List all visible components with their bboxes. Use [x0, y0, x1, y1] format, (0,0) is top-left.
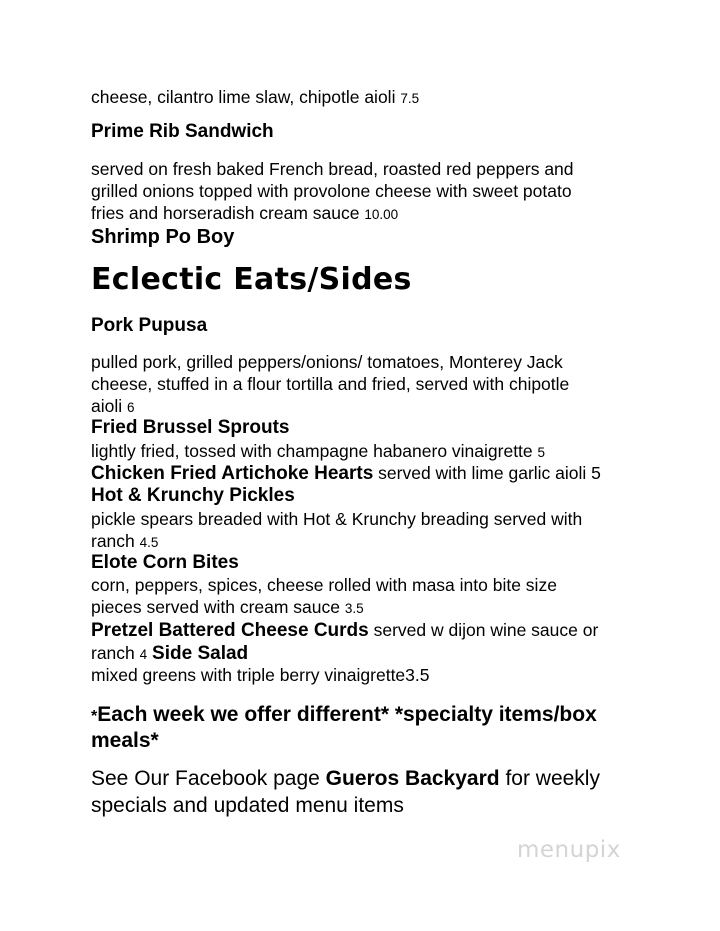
- elote-desc-2: [91, 596, 364, 620]
- intro-text: cheese, cilantro lime slaw, chipotle aioli: [91, 87, 396, 107]
- specialty-text-1: Each week we offer different* *specialty items/box: [97, 703, 597, 726]
- pork-pupusa-desc-3: [91, 395, 135, 419]
- prime-rib-desc-3-text: fries and horseradish cream sauce: [91, 203, 360, 223]
- cheese-curds-desc: served w dijon wine sauce or: [373, 620, 599, 640]
- menupix-watermark: menupix: [517, 837, 621, 863]
- prime-rib-price: 10.00: [364, 207, 399, 222]
- intro-line: [91, 86, 419, 110]
- facebook-page-name: Gueros Backyard: [325, 767, 500, 790]
- cheese-curds-desc-2: ranch: [91, 643, 135, 663]
- shrimp-po-boy-title: Shrimp Po Boy: [91, 226, 235, 248]
- pickles-price: 4.5: [139, 535, 159, 550]
- pork-pupusa-desc-2: cheese, stuffed in a flour tortilla and fried, served with chipotle: [91, 374, 570, 394]
- pickles-desc-2-text: ranch: [91, 531, 135, 551]
- specialty-line-1: [91, 701, 597, 730]
- facebook-post: for weekly: [505, 767, 600, 790]
- prime-rib-desc-2: grilled onions topped with provolone cheese with sweet potato: [91, 181, 572, 201]
- pork-pupusa-title: Pork Pupusa: [91, 315, 208, 336]
- cheese-curds-price: 4: [139, 647, 148, 662]
- brussel-sprouts-title: Fried Brussel Sprouts: [91, 417, 290, 438]
- prime-rib-title: Prime Rib Sandwich: [91, 121, 274, 142]
- brussel-sprouts-desc-text: lightly fried, tossed with champagne habanero vinaigrette: [91, 441, 533, 461]
- artichoke-line: [91, 462, 601, 485]
- pork-pupusa-desc-1: pulled pork, grilled peppers/onions/ tomatoes, Monterey Jack: [91, 352, 563, 372]
- specialty-line-2: meals*: [91, 729, 159, 752]
- pickles-title: Hot & Krunchy Pickles: [91, 485, 295, 506]
- brussel-sprouts-price: 5: [537, 445, 546, 460]
- elote-price: 3.5: [344, 601, 364, 616]
- intro-price: 7.5: [400, 91, 420, 106]
- prime-rib-desc-1: served on fresh baked French bread, roasted red peppers and: [91, 159, 574, 179]
- pork-pupusa-desc-3-text: aioli: [91, 396, 123, 416]
- side-salad-desc: mixed greens with triple berry vinaigrette3.5: [91, 665, 430, 685]
- pickles-desc-2: [91, 530, 158, 554]
- artichoke-desc: served with lime garlic aioli 5: [378, 463, 601, 483]
- cheese-curds-line: [91, 619, 598, 642]
- section-title: Eclectic Eats/Sides: [91, 262, 412, 297]
- artichoke-title: Chicken Fried Artichoke Hearts: [91, 463, 374, 484]
- elote-title: Elote Corn Bites: [91, 552, 239, 573]
- cheese-curds-title: Pretzel Battered Cheese Curds: [91, 620, 369, 641]
- elote-desc-1: corn, peppers, spices, cheese rolled with masa into bite size: [91, 575, 557, 595]
- cheese-curds-side-salad-line: [91, 642, 248, 666]
- facebook-pre: See Our Facebook page: [91, 767, 320, 790]
- pork-pupusa-price: 6: [127, 400, 135, 415]
- brussel-sprouts-desc: [91, 440, 545, 464]
- prime-rib-desc-3: [91, 202, 398, 226]
- specialty-prefix: *: [91, 708, 98, 725]
- facebook-line-2: specials and updated menu items: [91, 794, 404, 817]
- side-salad-title: Side Salad: [152, 643, 249, 664]
- elote-desc-2-text: pieces served with cream sauce: [91, 597, 340, 617]
- facebook-line-1: [91, 765, 600, 792]
- pickles-desc-1: pickle spears breaded with Hot & Krunchy breading served with: [91, 509, 583, 529]
